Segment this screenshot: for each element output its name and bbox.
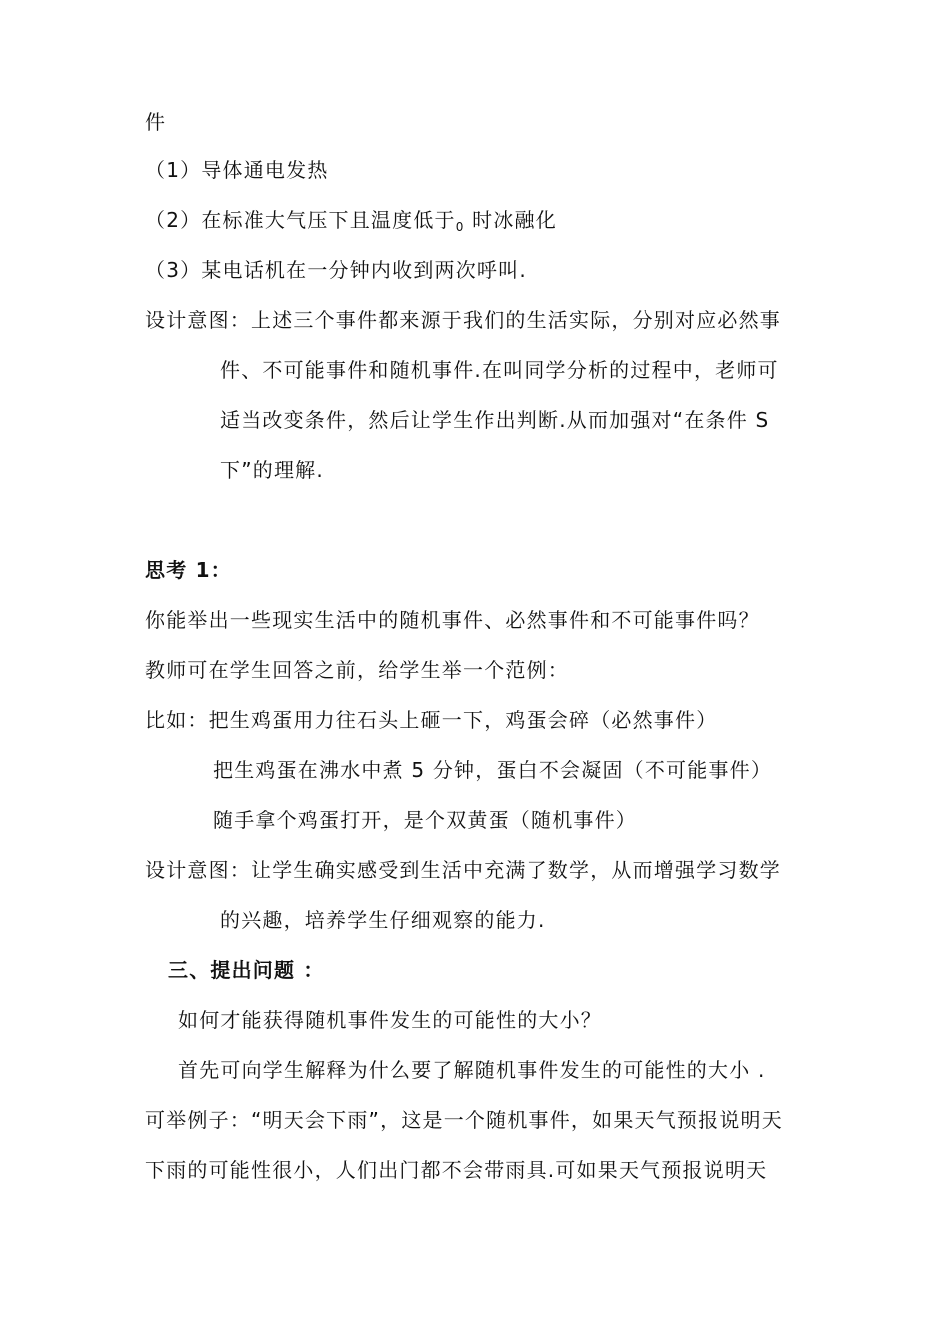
design-intent-2-line-2: 的兴趣，培养学生仔细观察的能力.: [220, 908, 546, 932]
example-3: 随手拿个鸡蛋打开，是个双黄蛋（随机事件）: [213, 808, 637, 832]
paragraph-line-1: 首先可向学生解释为什么要了解随机事件发生的可能性的大小 .: [178, 1058, 766, 1082]
thinking-question: 你能举出一些现实生活中的随机事件、必然事件和不可能事件吗？: [145, 608, 760, 632]
design-intent-1-line-1: 设计意图：上述三个事件都来源于我们的生活实际，分别对应必然事: [145, 308, 781, 332]
section-heading-3: 三、提出问题 ：: [168, 958, 325, 982]
example-1: 比如：把生鸡蛋用力往石头上砸一下，鸡蛋会碎（必然事件）: [145, 708, 718, 732]
event-item-2-text-end: 时冰融化: [464, 208, 557, 232]
paragraph-line-3: 下雨的可能性很小，人们出门都不会带雨具.可如果天气预报说明天: [145, 1158, 768, 1182]
event-item-2: [145, 206, 557, 241]
paragraph-line-2: 可举例子：“明天会下雨”，这是一个随机事件，如果天气预报说明天: [145, 1108, 783, 1132]
example-2: 把生鸡蛋在沸水中煮 5 分钟，蛋白不会凝固（不可能事件）: [213, 758, 773, 782]
section-heading-thinking-1: 思考 1：: [145, 558, 232, 582]
design-intent-1-line-3: 适当改变条件，然后让学生作出判断.从而加强对“在条件 S: [220, 408, 770, 432]
design-intent-1-line-4: 下”的理解.: [220, 458, 324, 482]
event-item-1: （1）导体通电发热: [145, 158, 329, 182]
event-item-2-text: （2）在标准大气压下且温度低于: [145, 208, 456, 232]
event-item-3: （3）某电话机在一分钟内收到两次呼叫.: [145, 258, 527, 282]
design-intent-1-line-2: 件、不可能事件和随机事件.在叫同学分析的过程中，老师可: [220, 358, 779, 382]
design-intent-2-line-1: 设计意图：让学生确实感受到生活中充满了数学，从而增强学习数学: [145, 858, 781, 882]
teacher-note: 教师可在学生回答之前，给学生举一个范例：: [145, 658, 569, 682]
event-item-2-subscript: 0: [455, 220, 465, 234]
question-text: 如何才能获得随机事件发生的可能性的大小？: [178, 1008, 602, 1032]
text-line-continuation: 件: [145, 110, 167, 134]
